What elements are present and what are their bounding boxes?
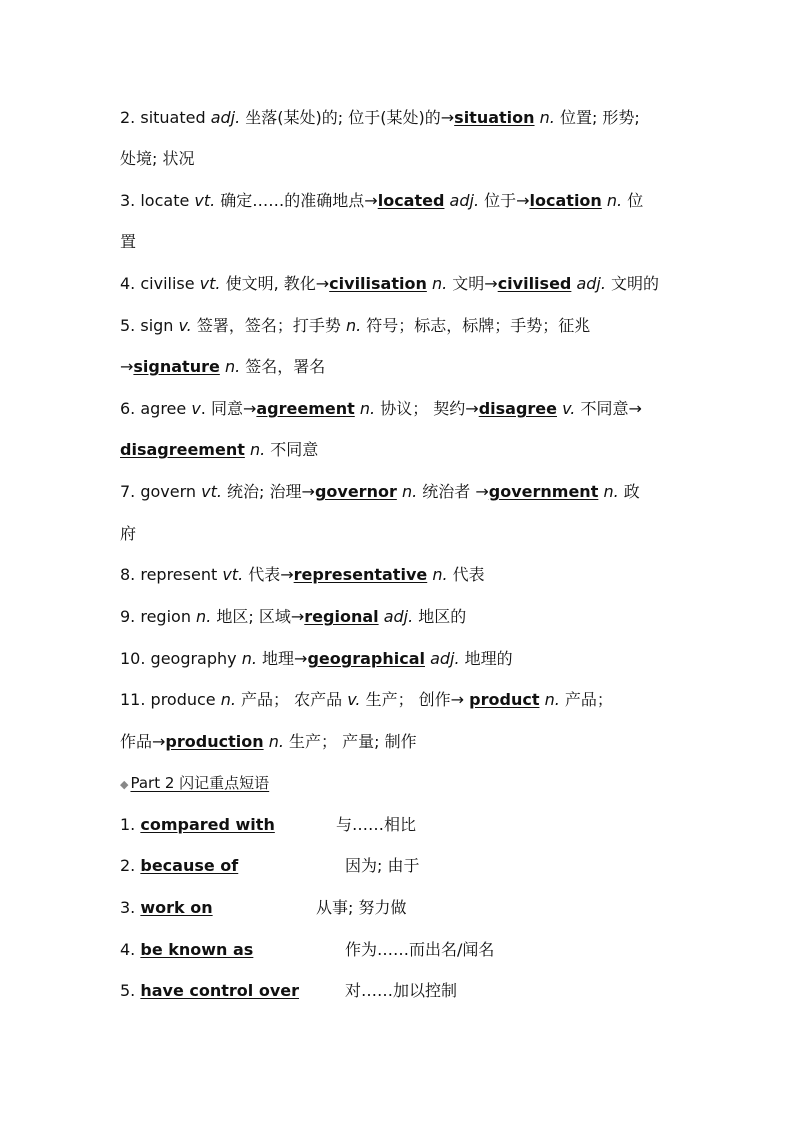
entry-text: 产品； — [559, 690, 613, 709]
part-of-speech: adj. — [576, 274, 606, 293]
phrase-english: because of — [140, 856, 239, 875]
part-of-speech: n. — [359, 399, 376, 418]
entry-text: 统治者 → — [417, 482, 489, 501]
entry-text: 7. govern — [120, 482, 202, 501]
phrase-number: 4. — [120, 940, 141, 959]
phrase-number: 1. — [120, 815, 141, 834]
phrase-chinese: 因为; 由于 — [345, 856, 420, 875]
derived-word: government — [488, 482, 599, 501]
derived-word: situation — [454, 108, 535, 127]
part-of-speech: adj. — [449, 191, 480, 210]
derived-word: disagreement — [120, 440, 245, 459]
phrase-chinese: 作为……而出名/闻名 — [345, 940, 495, 959]
entry-text: 4. civilise — [120, 274, 200, 293]
entry-text: 地理的 — [459, 649, 513, 668]
entry-text: 位 — [622, 191, 644, 210]
part-of-speech: n. — [539, 108, 555, 127]
vocab-entry-line — [120, 523, 674, 545]
vocab-entry-line — [120, 606, 674, 628]
part-of-speech: n. — [196, 607, 212, 626]
entry-text: 处境; 状况 — [120, 149, 195, 168]
entry-text: 府 — [120, 524, 137, 543]
section-heading — [120, 772, 674, 796]
entry-text: 坐落(某处)的; 位于(某处)的→ — [240, 108, 455, 127]
part-of-speech: vt. — [194, 191, 216, 210]
vocab-entry-line — [120, 398, 674, 420]
entry-text: 签名，署名 — [240, 357, 326, 376]
phrase-chinese: 对……加以控制 — [345, 981, 458, 1000]
phrase-number: 5. — [120, 981, 141, 1000]
derived-word: regional — [304, 607, 379, 626]
phrase-english: be known as — [140, 940, 254, 959]
derived-word: disagree — [478, 399, 558, 418]
entry-text: 政 — [618, 482, 640, 501]
diamond-bullet-icon: ◆ — [120, 778, 129, 791]
part-of-speech: n. — [220, 690, 236, 709]
part-of-speech: n. — [432, 565, 448, 584]
phrase-item — [120, 939, 674, 961]
phrase-chinese: 与……相比 — [336, 815, 417, 834]
entry-text: 9. region — [120, 607, 197, 626]
entry-text: 2. situated — [120, 108, 211, 127]
entry-text: 不同意 — [265, 440, 319, 459]
vocab-entry-line — [120, 731, 674, 753]
part-of-speech: v. — [178, 316, 192, 335]
entry-text: 使文明, 教化→ — [220, 274, 330, 293]
derived-word: agreement — [256, 399, 355, 418]
part-of-speech: vt. — [199, 274, 221, 293]
entry-text: 8. represent — [120, 565, 223, 584]
part-of-speech: n. — [249, 440, 266, 459]
phrase-chinese: 从事; 努力做 — [316, 898, 407, 917]
entry-text: . 同意→ — [200, 399, 257, 418]
derived-word: civilisation — [329, 274, 427, 293]
entry-text: 位置; 形势; — [554, 108, 640, 127]
entry-text: 置 — [120, 232, 137, 251]
entry-text: 6. agree — [120, 399, 192, 418]
phrase-item — [120, 897, 674, 919]
part-of-speech: vt. — [201, 482, 222, 501]
vocab-entry-line — [120, 439, 674, 461]
part-of-speech: n. — [268, 732, 284, 751]
entry-text: 文明的 — [605, 274, 660, 293]
entry-text: 符号；标志，标牌；手势；征兆 — [361, 316, 591, 335]
vocab-entry-line — [120, 689, 674, 711]
vocab-entry-line — [120, 648, 674, 670]
entry-text: 产品； 农产品 — [235, 690, 348, 709]
derived-word: governor — [314, 482, 397, 501]
phrase-number: 3. — [120, 898, 141, 917]
entry-text: → — [120, 357, 134, 376]
phrase-number: 2. — [120, 856, 141, 875]
part-of-speech: v. — [347, 690, 361, 709]
phrase-item — [120, 855, 674, 877]
phrase-item — [120, 980, 674, 1002]
entry-text: 签署，签名；打手势 — [191, 316, 346, 335]
derived-word: representative — [293, 565, 428, 584]
part-of-speech: n. — [345, 316, 362, 335]
vocab-entry-line — [120, 231, 674, 253]
entry-text: 作品→ — [120, 732, 166, 751]
part-of-speech: adj. — [383, 607, 414, 626]
entry-text: 3. locate — [120, 191, 195, 210]
vocab-entry-line — [120, 273, 674, 295]
part-of-speech: adj. — [210, 108, 241, 127]
part-of-speech: vt. — [222, 565, 244, 584]
part-of-speech: n. — [224, 357, 241, 376]
phrase-english: work on — [140, 898, 213, 917]
vocab-entry-line — [120, 107, 674, 129]
vocab-entry-line — [120, 190, 674, 212]
entry-text: 11. produce — [120, 690, 221, 709]
derived-word: civilised — [497, 274, 572, 293]
derived-word: location — [529, 191, 602, 210]
part-of-speech: adj. — [430, 649, 460, 668]
part-of-speech: n. — [606, 191, 623, 210]
part-of-speech: n. — [544, 690, 560, 709]
entry-text: 地区的 — [413, 607, 467, 626]
phrase-english: have control over — [140, 981, 300, 1000]
vocab-entry-line — [120, 315, 674, 337]
derived-word: geographical — [307, 649, 425, 668]
entry-text: 统治; 治理→ — [221, 482, 315, 501]
phrase-english: compared with — [140, 815, 275, 834]
part-of-speech: v — [191, 399, 201, 418]
entry-text: 10. geography — [120, 649, 242, 668]
vocab-entry-line — [120, 481, 674, 503]
derived-word: product — [469, 690, 540, 709]
part-of-speech: n. — [603, 482, 619, 501]
entry-text: 代表→ — [243, 565, 294, 584]
phrase-item — [120, 814, 674, 836]
derived-word: signature — [133, 357, 220, 376]
entry-text: 确定……的准确地点→ — [215, 191, 378, 210]
section-title: Part 2 闪记重点短语 — [130, 774, 270, 792]
derived-word: production — [165, 732, 264, 751]
vocab-entry-line — [120, 564, 674, 586]
entry-text: 代表 — [447, 565, 485, 584]
entry-text: 位于→ — [479, 191, 530, 210]
part-of-speech: n. — [431, 274, 448, 293]
entry-text: 地理→ — [256, 649, 308, 668]
vocab-entry-line — [120, 356, 674, 378]
part-of-speech: v. — [562, 399, 576, 418]
derived-word: located — [377, 191, 445, 210]
entry-text: 协议； 契约→ — [375, 399, 479, 418]
entry-text: 生产； 产量; 制作 — [283, 732, 417, 751]
entry-text: 5. sign — [120, 316, 179, 335]
part-of-speech: n. — [401, 482, 418, 501]
part-of-speech: n. — [241, 649, 257, 668]
entry-text: 文明→ — [447, 274, 498, 293]
entry-text: 地区; 区域→ — [211, 607, 305, 626]
entry-text: 生产； 创作→ — [360, 690, 470, 709]
entry-text: 不同意→ — [575, 399, 642, 418]
vocab-entry-line — [120, 148, 674, 170]
